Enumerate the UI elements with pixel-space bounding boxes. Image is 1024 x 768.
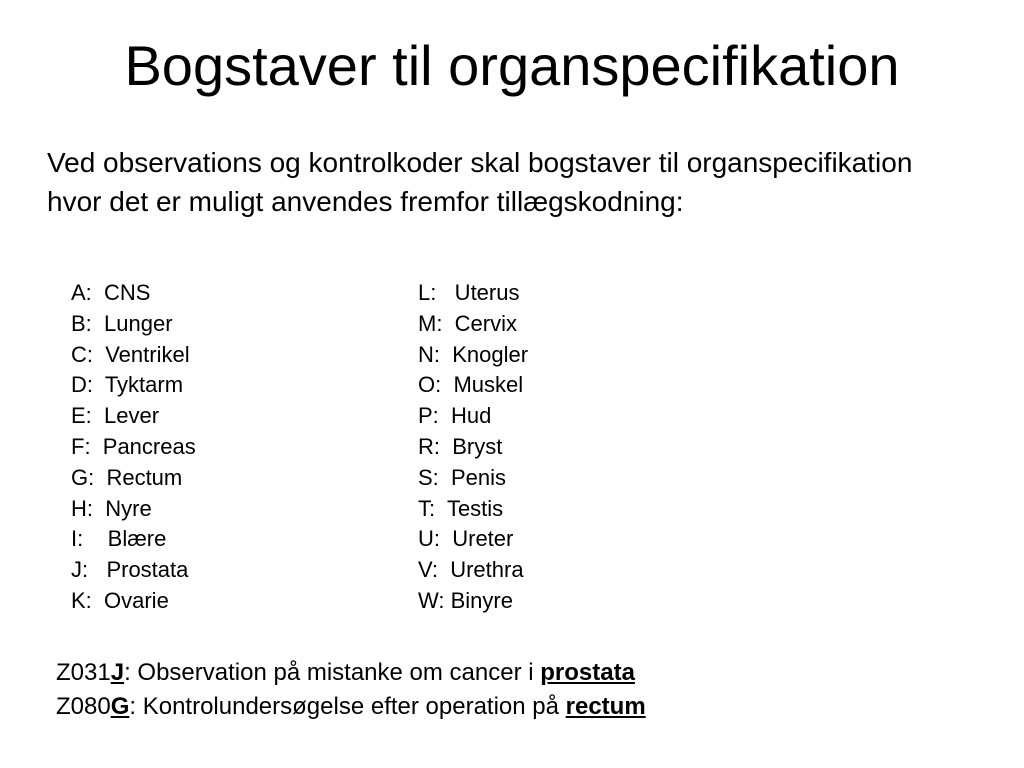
code-description: : Observation på mistanke om cancer i [124,659,541,686]
code-description: : Kontrolundersøgelse efter operation på [129,693,566,720]
code-examples [56,656,646,724]
organ-letter-item: V: Urethra [418,557,524,583]
organ-letter-item: A: CNS [71,280,151,305]
organ-letter-item: P: Hud [418,403,492,429]
code-prefix: Z031 [56,659,111,686]
intro-paragraph: Ved observations og kontrolkoder skal bogstaver til organspecifikation hvor det er muligt anvendes fremfor tillægskodning: [47,147,913,217]
organ-letter-item: R: Bryst [418,433,503,459]
organ-letter-item: L: Uterus [418,280,520,305]
code-letter: J [110,659,125,686]
organ-letter-item: S: Penis [418,464,507,490]
organ-letter-item: T: Testis [418,495,504,521]
organ-letter-item: J: Prostata [71,557,189,583]
code-example-line [56,656,646,690]
code-prefix: Z080 [56,693,111,720]
organ-letter-item: C: Ventrikel [71,341,190,367]
organ-name: prostata [540,659,635,686]
organ-letter-item: F: Pancreas [71,433,196,459]
organ-letters-right-column [418,278,528,617]
organ-letter-item: H: Nyre [71,495,152,521]
organ-letter-item: N: Knogler [418,341,529,367]
organ-letter-item: G: Rectum [71,464,183,490]
organ-letters-left-column [71,278,196,617]
code-example-line [56,690,646,724]
code-letter: G [110,693,130,720]
organ-name: rectum [565,693,646,720]
organ-letter-item: M: Cervix [418,310,517,336]
organ-letter-item: K: Ovarie [71,587,169,613]
organ-letter-item: D: Tyktarm [71,372,184,398]
organ-letter-item: E: Lever [71,403,160,429]
organ-letter-item: B: Lunger [71,310,173,336]
organ-letter-item: I: Blære [71,526,167,552]
organ-letter-item: U: Ureter [418,526,514,552]
organ-letter-item: W: Binyre [418,587,513,613]
slide-title: Bogstaver til organspecifikation [124,34,900,97]
organ-letter-item: O: Muskel [418,372,524,398]
